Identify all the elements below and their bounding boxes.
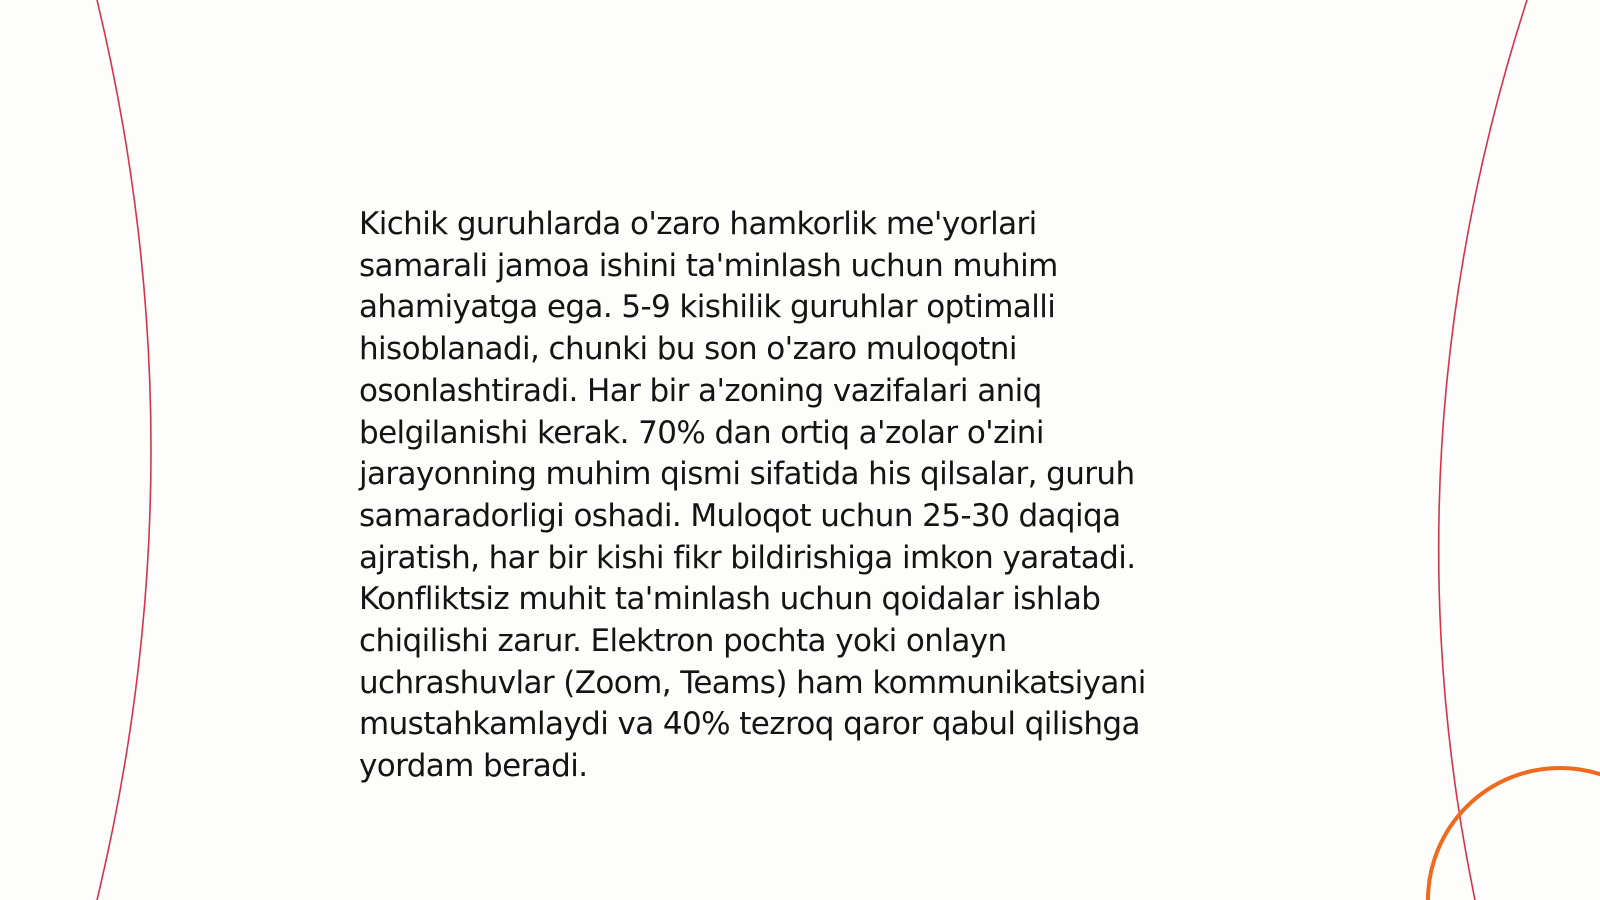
body-paragraph: Kichik guruhlarda o'zaro hamkorlik me'yorlari samarali jamoa ishini ta'minlash uchun muhim ahamiyatga ega. 5-9 kishilik guruhlar optimalli hisoblanadi, chunki bu son o'zaro muloqotni osonlashtiradi. Har bir a'zoning vazifalari aniq belgilanishi kerak. 70% dan ortiq a'zolar o'zini jarayonning muhim qismi sifatida his qilsalar, guruh samaradorligi oshadi. Muloqot uchun 25-30 daqiqa ajratish, har bir kishi fikr bildirishiga imkon yaratadi. Konfliktsiz muhit ta'minlash uchun qoidalar ishlab chiqilishi zarur. Elektron pochta yoki onlayn uchrashuvlar (Zoom, Teams) ham kommunikatsiyani mustahkamlaydi va 40% tezroq qaror qabul qilishga yordam beradi. <box>359 206 1146 785</box>
right-arc-line <box>1439 0 1527 900</box>
accent-circle <box>1428 768 1600 900</box>
left-arc-line <box>97 0 151 900</box>
